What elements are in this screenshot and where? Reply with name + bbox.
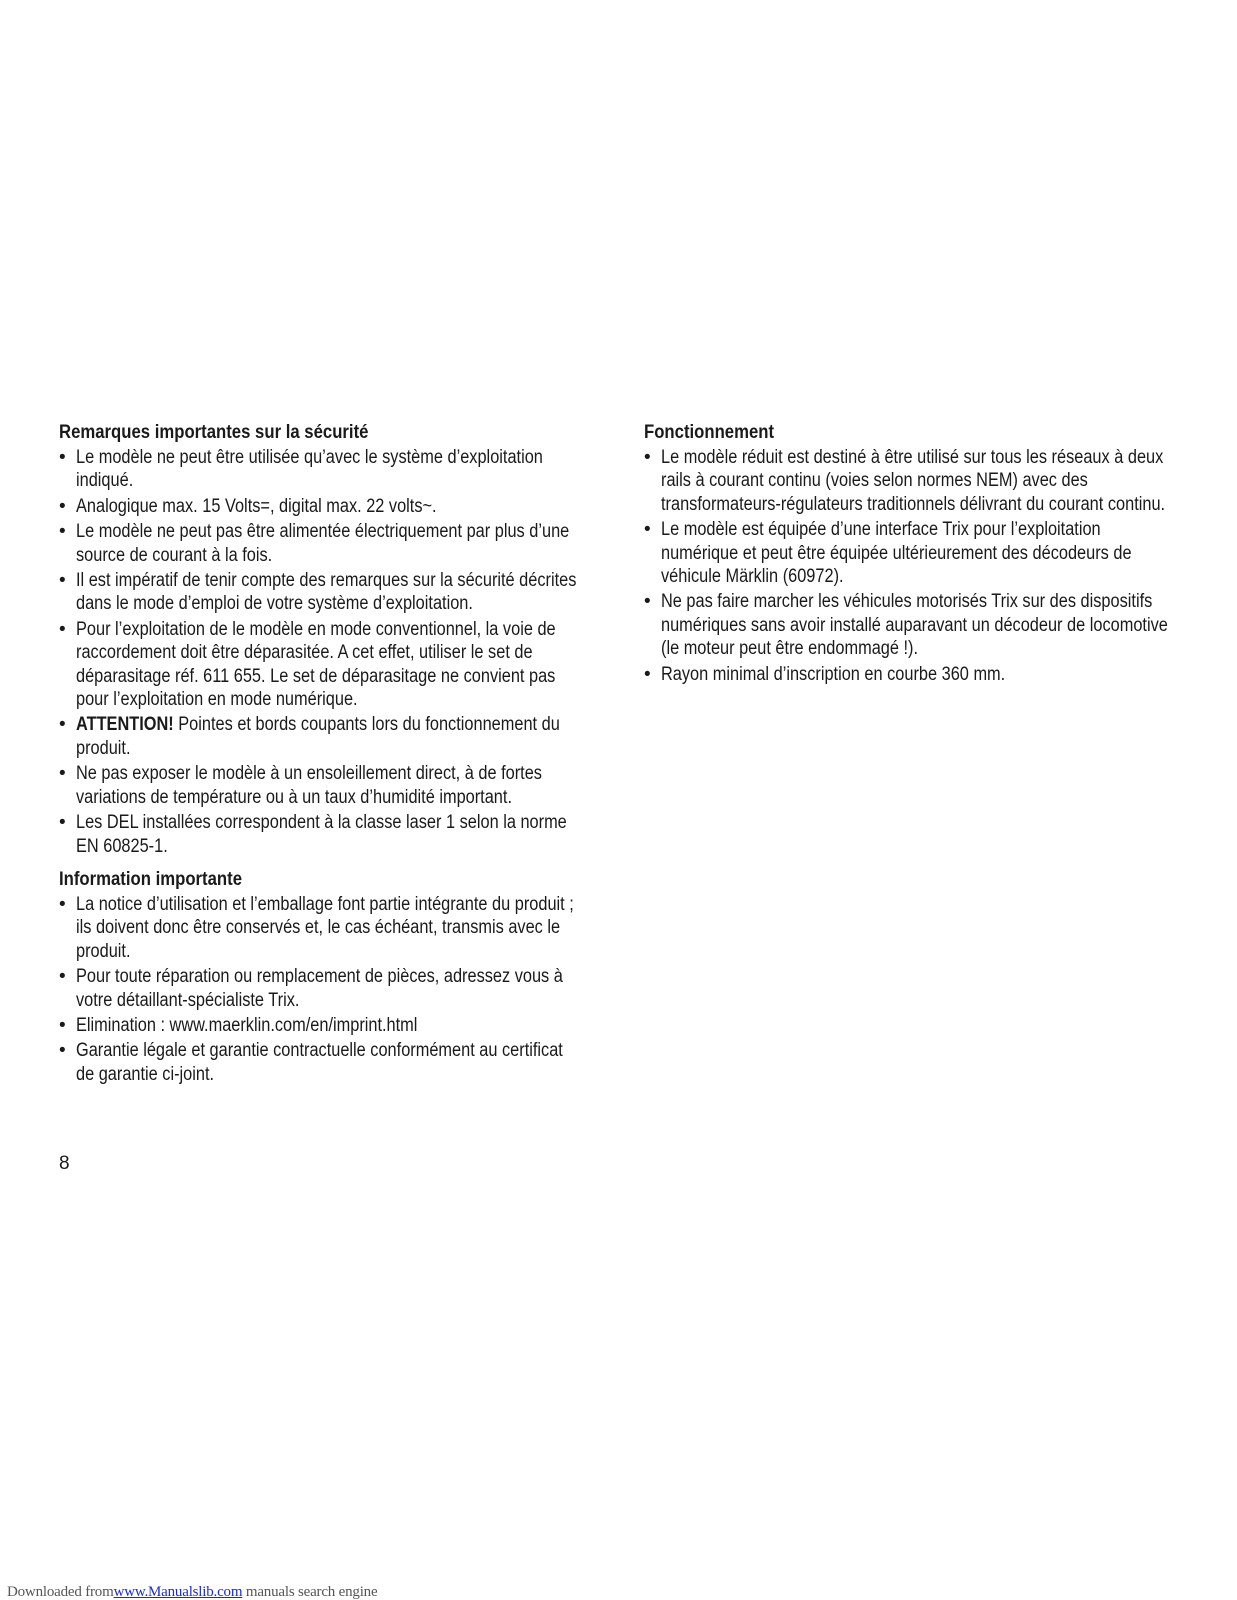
list-item [644, 590, 1174, 660]
list-item [59, 1014, 584, 1037]
list-item-text: Elimination : www.maerklin.com/en/imprint.html [76, 1014, 418, 1036]
list-item-text: Le modèle ne peut pas être alimentée électriquement par plus d’une source de courant à la fois. [76, 521, 570, 566]
attention-label: ATTENTION! [76, 714, 174, 736]
list-item [59, 569, 584, 616]
list-item-text: Il est impératif de tenir compte des remarques sur la sécurité décrites dans le mode d’emploi de votre système d’exploitation. [76, 570, 577, 615]
list-item-text: Ne pas exposer le modèle à un ensoleillement direct, à de fortes variations de température ou à un taux d’humidité important. [76, 763, 542, 808]
list-item-text: Ne pas faire marcher les véhicules motorisés Trix sur des dispositifs numériques sans avoir installé auparavant un décodeur de locomotive (le moteur peut être endommagé !). [661, 591, 1168, 660]
list-item [59, 811, 584, 858]
list-item-text: Le modèle ne peut être utilisée qu’avec le système d’exploitation indiqué. [76, 447, 543, 492]
bullet: • [59, 447, 66, 468]
list-item-text: Pour l’exploitation de le modèle en mode conventionnel, la voie de raccordement doit être déparasitée. A cet effet, utiliser le set de déparasitage réf. 611 655. Le set de déparasitage ne convient pas pour l’exploitation en mode numérique. [76, 618, 556, 711]
list-item [59, 762, 584, 809]
right-column [644, 421, 1174, 688]
operation-heading: Fonctionnement [644, 422, 775, 443]
safety-heading: Remarques importantes sur la sécurité [59, 422, 369, 443]
list-item-text: Garantie légale et garantie contractuelle conformément au certificat de garantie ci-joint. [76, 1040, 563, 1085]
list-item-text: Rayon minimal d’inscription en courbe 360 mm. [661, 663, 1006, 685]
bullet: • [59, 966, 66, 988]
list-item-text: Pour toute réparation ou remplacement de pièces, adressez vous à votre détaillant-spécialiste Trix. [76, 966, 563, 1011]
info-list [59, 893, 584, 1086]
list-item-text: La notice d’utilisation et l’emballage font partie intégrante du produit ; ils doivent donc être conservés et, le cas échéant, transmis avec le produit. [76, 893, 574, 962]
list-item-text [76, 713, 583, 760]
footer-suffix: manuals search engine [242, 1584, 378, 1600]
list-item [644, 518, 1174, 588]
left-column [59, 421, 584, 1088]
bullet: • [59, 618, 66, 640]
list-item-text: Le modèle réduit est destiné à être utilisé sur tous les réseaux à deux rails à courant continu (voies selon normes NEM) avec des transformateurs-régulateurs traditionnels délivrant du courant continu. [661, 447, 1166, 515]
bullet: • [59, 570, 66, 592]
list-item-text: Analogique max. 15 Volts=, digital max. 22 volts~. [76, 495, 437, 517]
list-item [59, 618, 584, 712]
operation-list [644, 446, 1174, 686]
bullet: • [59, 1040, 66, 1062]
bullet: • [59, 763, 66, 785]
list-item [59, 446, 584, 493]
list-item-text: Le modèle est équipée d’une interface Trix pour l’exploitation numérique et peut être équipée ultérieurement des décodeurs de véhicule Märklin (60972). [661, 519, 1132, 588]
list-item [59, 495, 584, 518]
bullet: • [644, 663, 651, 685]
manualslib-link[interactable]: www.Manualslib.com [113, 1584, 243, 1600]
page-number: 8 [59, 1153, 70, 1174]
list-item [59, 520, 584, 567]
bullet: • [59, 495, 66, 517]
bullet: • [59, 893, 66, 915]
list-item [644, 663, 1174, 686]
info-heading: Information importante [59, 868, 242, 890]
list-item [59, 965, 584, 1012]
footer-prefix: Downloaded from [7, 1584, 114, 1600]
bullet: • [644, 591, 651, 613]
bullet: • [59, 521, 66, 543]
attention-text: Pointes et bords coupants lors du fonctionnement du produit. [76, 714, 560, 759]
bullet: • [644, 447, 651, 468]
bullet: • [59, 1014, 66, 1036]
download-footer [7, 1584, 377, 1600]
safety-list [59, 446, 584, 858]
bullet: • [644, 519, 651, 541]
list-item [59, 1039, 584, 1086]
list-item-text: Les DEL installées correspondent à la classe laser 1 selon la norme EN 60825-1. [76, 812, 567, 857]
list-item [59, 713, 584, 760]
list-item [59, 893, 584, 963]
bullet: • [59, 812, 66, 834]
bullet: • [59, 714, 66, 736]
list-item [644, 446, 1174, 516]
